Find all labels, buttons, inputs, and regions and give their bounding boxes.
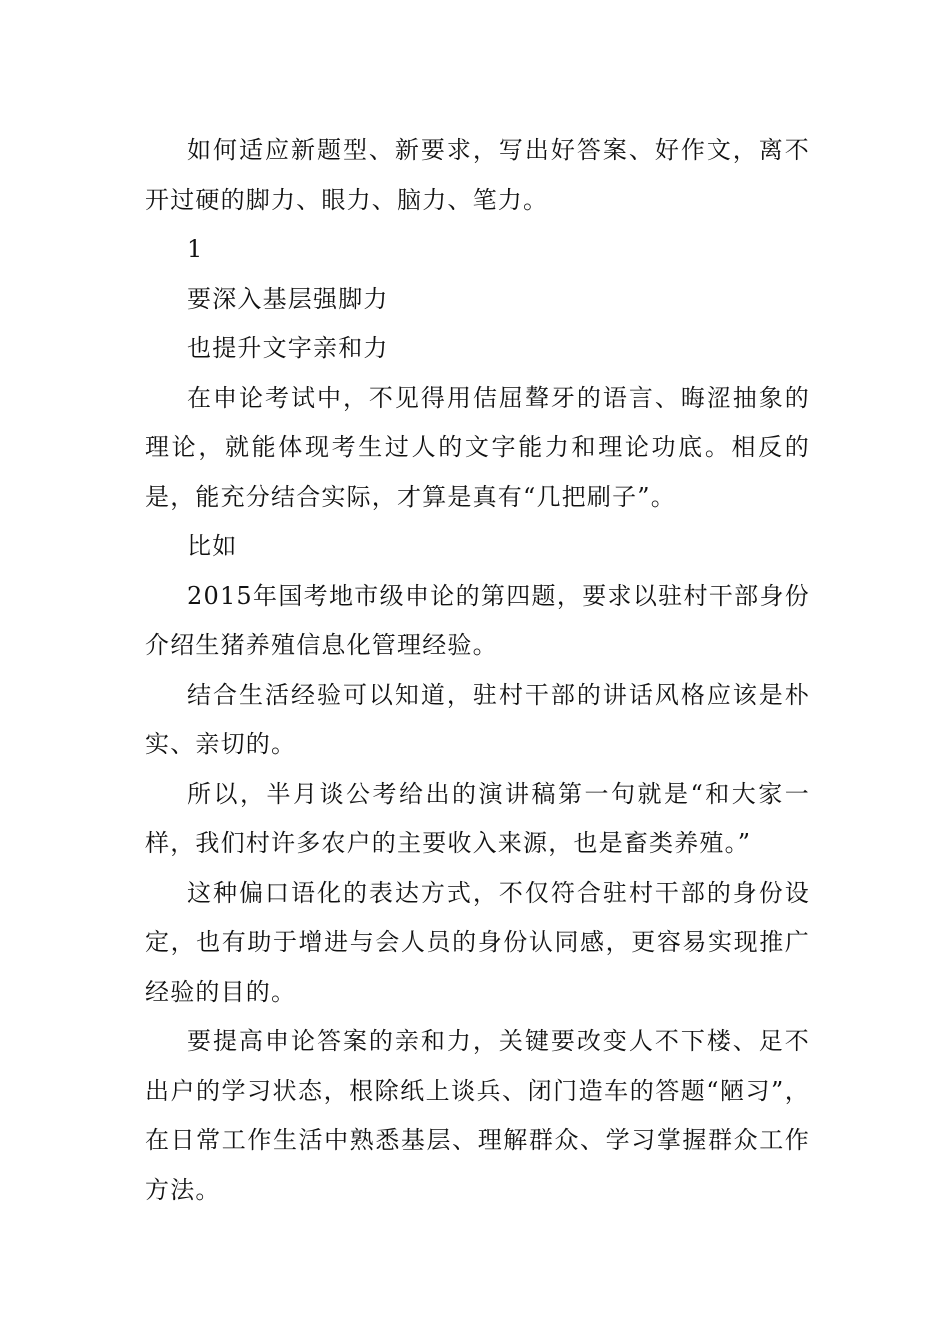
section-number: 1: [187, 235, 204, 263]
section-heading-line-1: 要深入基层强脚力: [187, 284, 389, 313]
paragraph-speaking-style: 结合生活经验可以知道，驻村干部的讲话风格应该是朴实、亲切的。: [145, 680, 810, 758]
section-heading-line-2: 也提升文字亲和力: [187, 334, 389, 362]
paragraph-2015-exam: 2015年国考地市级申论的第四题，要求以驻村干部身份介绍生猪养殖信息化管理经验。: [145, 581, 810, 659]
paragraph-colloquial-expression: 这种偏口语化的表达方式，不仅符合驻村干部的身份设定，也有助于增进与会人员的身份认同感，更容易实现推广经验的目的。: [145, 878, 810, 1006]
document-body: [145, 126, 810, 1215]
paragraph-for-example: 比如: [187, 532, 238, 560]
paragraph-exam-language: 在申论考试中，不见得用佶屈聱牙的语言、晦涩抽象的理论，就能体现考生过人的文字能力和理论功底。相反的是，能充分结合实际，才算是真有“几把刷子”。: [145, 383, 810, 511]
paragraph-intro: 如何适应新题型、新要求，写出好答案、好作文，离不开过硬的脚力、眼力、脑力、笔力。: [145, 136, 810, 214]
paragraph-speech-opening: 所以，半月谈公考给出的演讲稿第一句就是“和大家一样，我们村许多农户的主要收入来源，也是畜类养殖。”: [145, 779, 810, 857]
paragraph-improve-affinity: 要提高申论答案的亲和力，关键要改变人不下楼、足不出户的学习状态，根除纸上谈兵、闭门造车的答题“陋习”，在日常工作生活中熟悉基层、理解群众、学习掌握群众工作方法。: [145, 1027, 810, 1204]
